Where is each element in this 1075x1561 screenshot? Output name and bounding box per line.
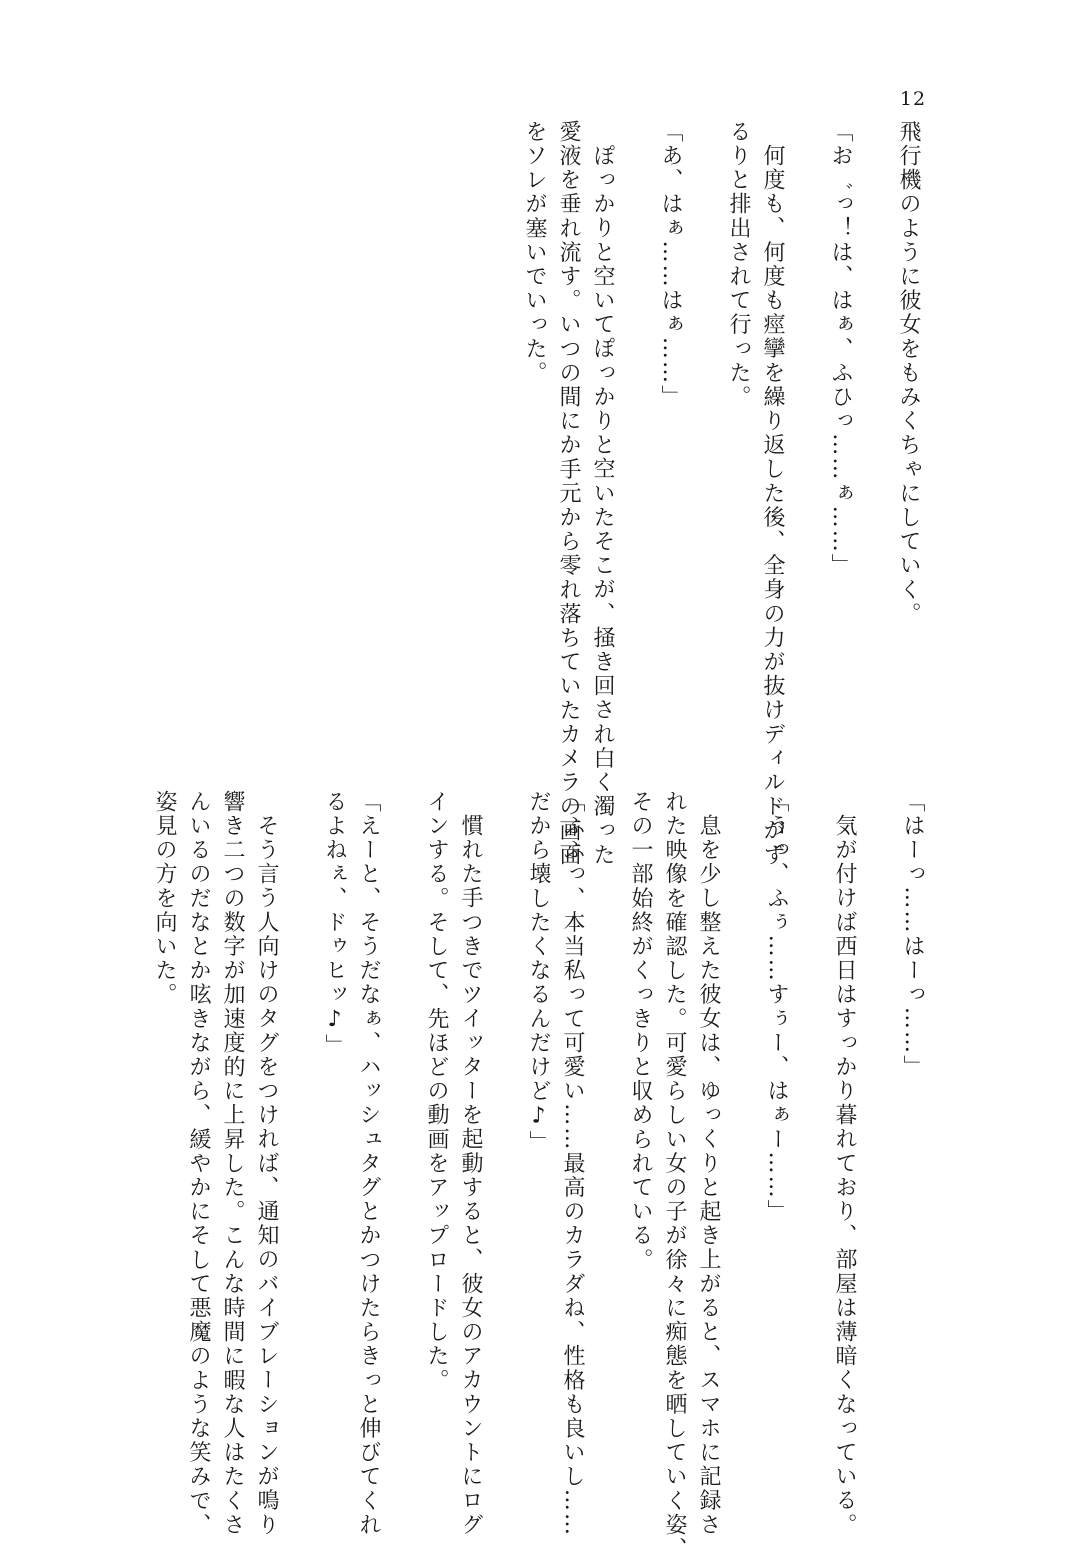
text-line — [351, 790, 385, 1538]
line-text: 気が付けば西日はすっかり暮れており、部屋は薄暗くなっている。 — [832, 814, 857, 1537]
text-line — [827, 790, 861, 1537]
text-line — [691, 790, 725, 1537]
blank-line — [487, 790, 521, 1410]
blank-line — [861, 790, 895, 1410]
blank-line — [687, 120, 721, 760]
blank-line — [385, 790, 419, 1410]
text-line — [147, 790, 181, 1410]
text-line — [721, 120, 755, 760]
line-text: 「ふふっ、本当私って可愛い……最高のカラダね、性格も良いし…… — [560, 790, 585, 1538]
text-block-bottom — [147, 790, 929, 1561]
line-text: 慣れた手つきでツイッターを起動すると、彼女のアカウントにログ — [458, 814, 483, 1537]
line-text: るりと排出されて行った。 — [726, 120, 751, 410]
text-line — [181, 790, 215, 1538]
line-text: だから壊したくなるんだけど♪」 — [526, 790, 551, 1155]
text-line — [623, 790, 657, 1410]
line-text: 「お゛っ！は、はぁ、ふひっ……ぁ……」 — [828, 120, 853, 578]
blank-line — [589, 790, 623, 1410]
line-text: その一部始終がくっきりと収められている。 — [628, 790, 653, 1272]
line-text: 「うっ、ふぅ……すぅー、はぁー……」 — [764, 790, 789, 1224]
line-text: 響き二つの数字が加速度的に上昇した。こんな時間に暇な人はたくさ — [220, 790, 245, 1538]
text-line — [521, 790, 555, 1410]
page-number: 12 — [899, 88, 927, 110]
text-line — [419, 790, 453, 1410]
text-block-top — [517, 120, 925, 868]
text-line — [551, 120, 585, 868]
line-text: 姿見の方を向いた。 — [152, 790, 177, 1007]
text-line — [585, 120, 619, 867]
text-line — [895, 790, 929, 1410]
text-line — [891, 120, 925, 760]
text-line — [657, 790, 691, 1561]
blank-line — [283, 790, 317, 1410]
text-line — [453, 790, 487, 1537]
text-line — [215, 790, 249, 1538]
text-line — [653, 120, 687, 760]
line-text: 「えーと、そうだなぁ、ハッシュタグとかつけたらきっと伸びてくれ — [356, 790, 381, 1538]
blank-line — [789, 120, 823, 760]
text-line — [755, 120, 789, 867]
text-line — [759, 790, 793, 1410]
line-text: るよねぇ、ドゥヒッ♪」 — [322, 790, 347, 1059]
blank-line — [793, 790, 827, 1410]
line-text: ぽっかりと空いてぽっかりと空いたそこが、掻き回され白く濁った — [590, 144, 615, 867]
line-text: 愛液を垂れ流す。いつの間にか手元から零れ落ちていたカメラの画面 — [556, 120, 581, 868]
line-text: 何度も、何度も痙攣を繰り返した後、全身の力が抜けディルドがず — [760, 144, 785, 867]
line-text: れた映像を確認した。可愛らしい女の子が徐々に痴態を晒していく姿、 — [662, 790, 687, 1561]
text-line — [317, 790, 351, 1410]
line-text: 飛行機のように彼女をもみくちゃにしていく。 — [896, 120, 921, 627]
text-line — [823, 120, 857, 760]
line-text: 息を少し整えた彼女は、ゆっくりと起き上がると、スマホに記録さ — [696, 814, 721, 1537]
text-line — [249, 790, 283, 1537]
text-line — [517, 120, 551, 760]
line-text: をソレが塞いでいった。 — [522, 120, 547, 386]
blank-line — [725, 790, 759, 1410]
blank-line — [857, 120, 891, 760]
line-text: そう言う人向けのタグをつければ、通知のバイブレーションが鳴り — [254, 814, 279, 1537]
line-text: 「はーっ……はーっ……」 — [900, 790, 925, 1080]
blank-line — [619, 120, 653, 760]
text-line — [555, 790, 589, 1538]
line-text: んいるのだなとか呟きながら、緩やかにそして悪魔のような笑みで、 — [186, 790, 211, 1538]
line-text: インする。そして、先ほどの動画をアップロードした。 — [424, 790, 449, 1393]
line-text: 「あ、はぁ……はぁ……」 — [658, 120, 683, 410]
